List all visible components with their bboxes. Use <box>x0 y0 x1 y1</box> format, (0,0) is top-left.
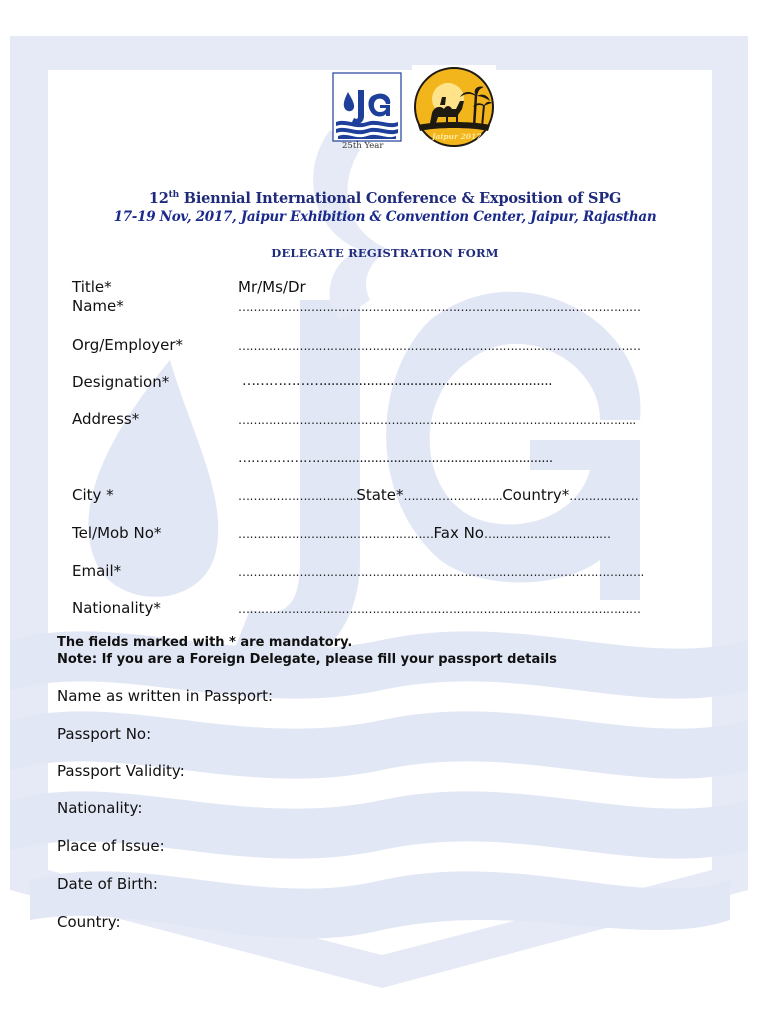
nationality-field[interactable]: …………………………………………………………………………………………… <box>238 602 641 616</box>
mandatory-note: The fields marked with * are mandatory. <box>57 635 353 650</box>
passport-validity-label: Passport Validity: <box>57 762 185 780</box>
designation-field[interactable]: ……………….......................................................... <box>242 373 553 389</box>
name-label: Name* <box>72 297 124 315</box>
form-title: DELEGATE REGISTRATION FORM <box>271 246 499 260</box>
passport-number-label: Passport No: <box>57 725 152 743</box>
city-state-country-row <box>238 486 638 504</box>
designation-label: Designation* <box>72 373 170 391</box>
jaipur-2017-logo <box>412 65 496 149</box>
org-label: Org/Employer* <box>72 336 184 354</box>
fax-field[interactable]: …………………………… <box>484 527 611 541</box>
tel-label: Tel/Mob No* <box>72 524 162 542</box>
conference-ordinal-suffix: th <box>168 190 179 201</box>
tel-fax-row <box>238 524 611 542</box>
date-of-birth-label: Date of Birth: <box>57 875 158 893</box>
conference-subtitle: 17-19 Nov, 2017, Jaipur Exhibition & Convention Center, Jaipur, Rajasthan <box>113 209 657 225</box>
address-field-2[interactable]: …………………........................................................... <box>238 450 553 466</box>
passport-country-label: Country: <box>57 913 121 931</box>
conference-title-text: Biennial International Conference & Exposition of SPG <box>178 190 622 207</box>
foreign-delegate-note: Note: If you are a Foreign Delegate, please fill your passport details <box>57 652 557 667</box>
spg-logo-caption: 25th Year <box>342 141 384 151</box>
name-field[interactable]: …………………………………………………………………………………………… <box>238 300 641 314</box>
nationality-label: Nationality* <box>72 599 161 617</box>
spg-logo <box>332 72 402 154</box>
state-field[interactable]: …………………….. <box>403 489 503 503</box>
fax-label: Fax No <box>433 524 484 542</box>
country-field[interactable]: ……………… <box>569 489 639 503</box>
conference-ordinal: 12 <box>148 190 169 207</box>
title-options[interactable]: Mr/Ms/Dr <box>238 278 306 296</box>
email-label: Email* <box>72 562 122 580</box>
jaipur-logo-text: Jaipur 2017 <box>432 132 482 141</box>
conference-title <box>0 190 770 207</box>
title-label: Title* <box>72 278 112 296</box>
org-field[interactable]: …………………………………………………………………………………………… <box>238 339 641 353</box>
address-label: Address* <box>72 410 140 428</box>
country-label: Country* <box>502 486 570 504</box>
state-label: State* <box>356 486 404 504</box>
city-field[interactable]: …………………………. <box>238 489 357 503</box>
email-field[interactable]: ……………………………………………………………………………………………. <box>238 565 644 579</box>
tel-field[interactable]: …………………………………………… <box>238 527 434 541</box>
place-of-issue-label: Place of Issue: <box>57 837 165 855</box>
passport-name-label: Name as written in Passport: <box>57 687 274 705</box>
passport-nationality-label: Nationality: <box>57 799 143 817</box>
address-field-1[interactable]: ………………………………………………………………………………………….. <box>238 413 636 427</box>
city-label: City * <box>72 486 114 504</box>
